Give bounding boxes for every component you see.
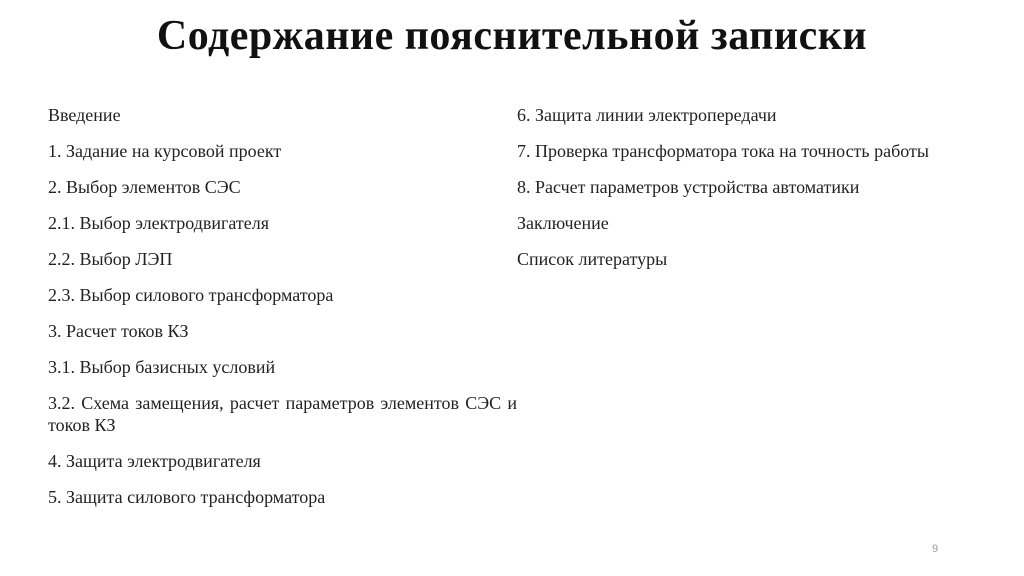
toc-item: 2.1. Выбор электродвигателя: [48, 213, 270, 233]
toc-item: 2. Выбор элементов СЭС: [48, 177, 241, 197]
toc-item: Введение: [48, 105, 121, 125]
toc-item: 3.1. Выбор базисных условий: [48, 357, 276, 377]
toc-item: 7. Проверка трансформатора тока на точность работы: [517, 141, 930, 161]
toc-item: 5. Защита силового трансформатора: [48, 487, 326, 507]
toc-left-column: [48, 104, 517, 522]
toc-item: 3.2. Схема замещения, расчет параметров элементов СЭС и токов КЗ: [48, 393, 517, 435]
page-number: 9: [932, 543, 939, 555]
toc-item: 2.3. Выбор силового трансформатора: [48, 285, 334, 305]
toc-item: 4. Защита электродвигателя: [48, 451, 261, 471]
toc-item: 6. Защита линии электропередачи: [517, 105, 777, 125]
toc-right-column: [517, 104, 985, 284]
page-title: Содержание пояснительной записки: [156, 13, 868, 59]
toc-item: Заключение: [517, 213, 609, 233]
toc-item: 3. Расчет токов КЗ: [48, 321, 189, 341]
toc-item: Список литературы: [517, 249, 668, 269]
toc-item: 8. Расчет параметров устройства автоматики: [517, 177, 860, 197]
toc-item: 1. Задание на курсовой проект: [48, 141, 282, 161]
toc-item: 2.2. Выбор ЛЭП: [48, 249, 173, 269]
